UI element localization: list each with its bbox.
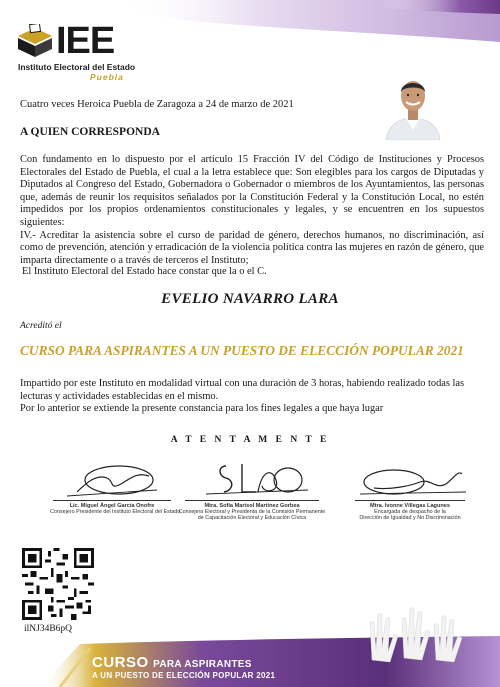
course-details: Impartido por este Instituto en modalidad virtual con una duración de 3 horas, habiendo realizado todas las lecturas y actividades establecidas en el mismo.: [20, 378, 465, 402]
signature-line: [355, 500, 465, 501]
ballot-box-icon: [16, 24, 54, 58]
certification-statement: El Instituto Electoral del Estado hace constar que la o el C.: [22, 266, 267, 277]
logo-letters: IEE: [56, 20, 115, 62]
signature-line: [185, 500, 319, 501]
legal-basis-paragraph: [20, 154, 484, 267]
fraction-iv-text: IV.- Acreditar la asistencia sobre el curso de paridad de género, derechos humanos, no discriminación, así como de prevención, atención y erradicación de la violencia política contra las mujeres en razón de género, que imparta directamente o a través de terceros el Instituto;: [20, 229, 484, 266]
signature-president-icon: [57, 460, 167, 500]
banner-small-words: PARA ASPIRANTES: [153, 659, 252, 670]
iee-logo: [16, 20, 136, 82]
signer-name: Mtra. Ivonne Villegas Lagunes: [369, 503, 451, 509]
candidate-photo: [382, 70, 444, 140]
raised-hands-icon: [370, 608, 462, 662]
closing: A T E N T A M E N T E: [170, 435, 330, 445]
date-line: Cuatro veces Heroica Puebla de Zaragoza a 24 de marzo de 2021: [20, 99, 294, 110]
signature-block-president: [50, 460, 181, 526]
signature-equality-icon: [350, 460, 470, 500]
recipient-name: EVELIO NAVARRO LARA: [161, 291, 339, 307]
logo-institute-name: Instituto Electoral del Estado: [18, 62, 136, 72]
logo-state-name: Puebla: [90, 72, 124, 82]
signer-role: Dirección de Igualdad y No Discriminación: [359, 515, 461, 522]
signature-commission-icon: [192, 460, 312, 500]
legal-purpose-statement: Por lo anterior se extiende la presente constancia para los fines legales a que haya lugar: [20, 403, 384, 414]
qr-verification-code: ilNJ34B6pQ: [24, 624, 73, 634]
banner-course-title: [92, 654, 252, 672]
signer-role: Encargada de despacho de la: [374, 509, 446, 515]
qr-code-icon: [22, 548, 94, 620]
signer-role: Consejera Electoral y Presidenta de la Comisión Permanente: [178, 509, 326, 515]
signature-line: [53, 500, 171, 501]
banner-big-word: CURSO: [92, 654, 149, 671]
signer-name: Mtra. Sofía Marisol Martínez Gorbea: [204, 503, 300, 509]
signer-role: Consejero Presidente del Instituto Electoral del Estado: [50, 509, 181, 515]
candidate-photo-icon: [382, 70, 444, 140]
legal-basis-text: Con fundamento en lo dispuesto por el artículo 15 Fracción IV del Código de Instituciones y Procesos Electorales del Estado de Puebla, el cual a la letra establece que: Son elegibles para los cargos de Diputadas y Diputados al Congreso del Estado, Gobernadora o Gobernador o miembros de los Ayuntamientos, las personas que, además de reunir los requisitos señalados por la Constitución Federal y la Constitución Local, no estén impedidos por los propios ordenamientos constitucionales y legales, y se encuentren en los supuestos siguientes:: [20, 154, 484, 228]
signer-name: Lic. Miguel Ángel García Onofre: [69, 503, 155, 509]
accredited-label: Acreditó el: [20, 321, 62, 331]
course-title: CURSO PARA ASPIRANTES A UN PUESTO DE ELECCIÓN POPULAR 2021: [20, 343, 464, 358]
banner-subtitle: A UN PUESTO DE ELECCIÓN POPULAR 2021: [92, 671, 276, 680]
signature-block-equality: [346, 460, 474, 526]
salutation: A QUIEN CORRESPONDA: [20, 126, 160, 138]
signer-role: de Capacitación Electoral y Educación Cívica: [197, 515, 307, 522]
signature-block-commission: [170, 460, 334, 526]
